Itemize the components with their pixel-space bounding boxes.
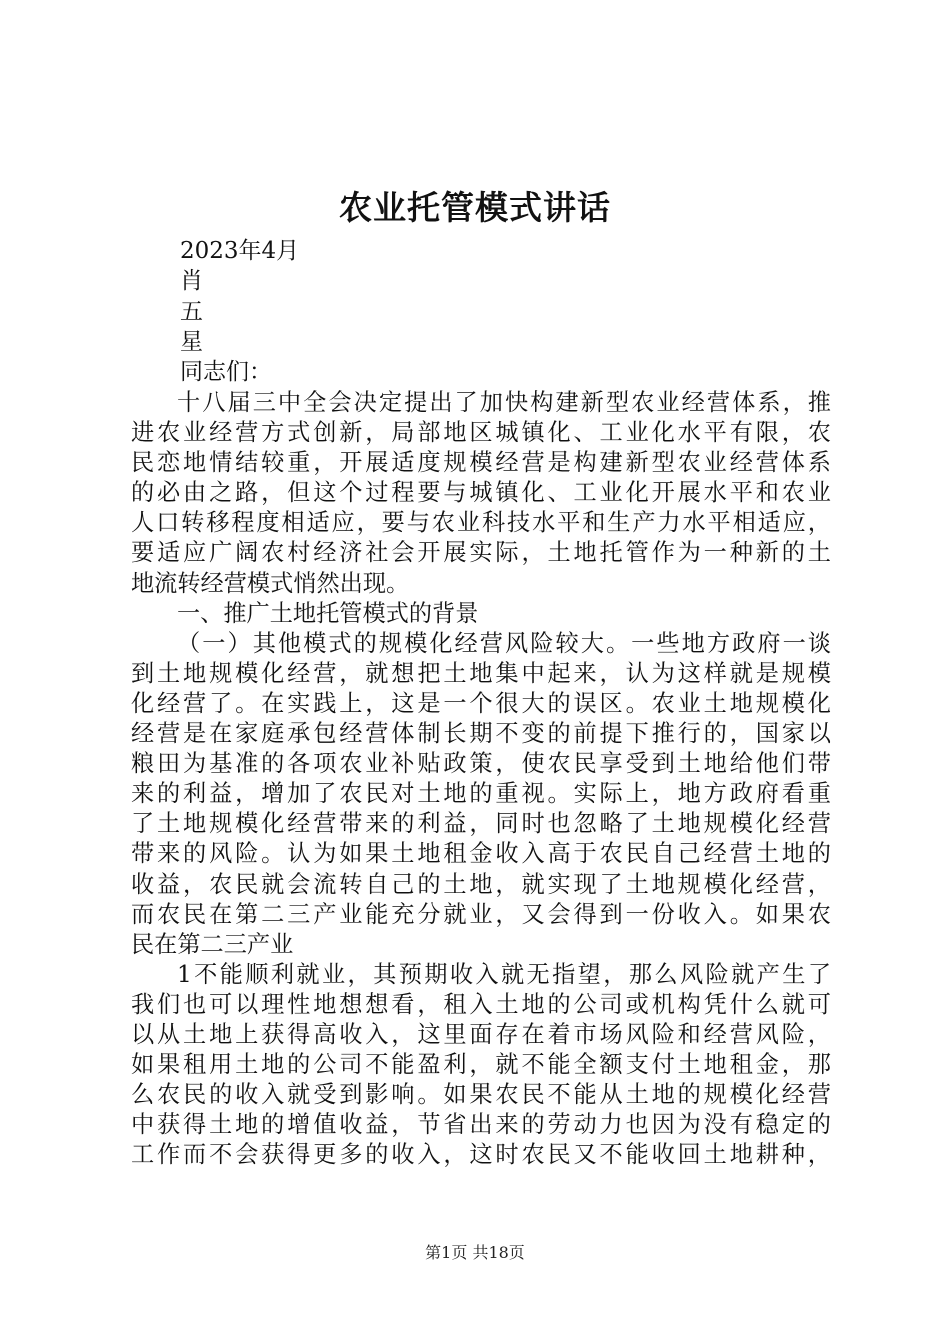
body-line: 我们也可以理性地想想看，租入土地的公司或机构凭什么就可: [131, 990, 831, 1018]
body-line: （一）其他模式的规模化经营风险较大。一些地方政府一谈: [177, 629, 831, 657]
meta-author-char-1: 肖: [180, 268, 203, 295]
meta-salutation: 同志们：: [180, 359, 272, 386]
body-line: 来的利益，增加了农民对土地的重视。实际上，地方政府看重: [131, 780, 831, 808]
body-line: 粮田为基准的各项农业补贴政策，使农民享受到土地给他们带: [131, 750, 831, 778]
body-line: 1不能顺利就业，其预期收入就无指望，那么风险就产生了: [177, 960, 831, 988]
body-line: 工作而不会获得更多的收入，这时农民又不能收回土地耕种，: [131, 1141, 831, 1169]
body-line: 十八届三中全会决定提出了加快构建新型农业经营体系，推: [177, 389, 831, 416]
body-line: 化经营了。在实践上，这是一个很大的误区。农业土地规模化: [131, 689, 831, 717]
body-line: 以从土地上获得高收入，这里面存在着市场风险和经营风险，: [131, 1020, 831, 1048]
body-line: 了土地规模化经营带来的利益，同时也忽略了土地规模化经营: [131, 810, 831, 838]
body-line: 人口转移程度相适应，要与农业科技水平和生产力水平相适应，: [131, 509, 831, 537]
document-title: 农业托管模式讲话: [339, 188, 611, 227]
page-footer: 第1页 共18页: [425, 1243, 525, 1262]
body-line: 民在第二三产业: [131, 930, 294, 958]
body-line: 而农民在第二三产业能充分就业，又会得到一份收入。如果农: [131, 900, 831, 928]
body-line: 的必由之路，但这个过程要与城镇化、工业化开展水平和农业: [131, 479, 831, 507]
body-line: 如果租用土地的公司不能盈利，就不能全额支付土地租金，那: [131, 1051, 831, 1079]
meta-date: 2023年4月: [180, 238, 300, 264]
body-line: 么农民的收入就受到影响。如果农民不能从土地的规模化经营: [131, 1081, 831, 1109]
body-line: 一、推广土地托管模式的背景: [177, 599, 479, 627]
body-line: 进农业经营方式创新，局部地区城镇化、工业化水平有限，农: [131, 419, 831, 447]
body-line: 中获得土地的增值收益，节省出来的劳动力也因为没有稳定的: [131, 1111, 831, 1139]
body-line: 地流转经营模式悄然出现。: [131, 569, 410, 597]
body-line: 收益，农民就会流转自己的土地，就实现了土地规模化经营，: [131, 870, 831, 898]
meta-author-char-3: 星: [180, 328, 203, 355]
body-line: 要适应广阔农村经济社会开展实际，土地托管作为一种新的土: [131, 539, 831, 567]
document-body: [131, 388, 831, 1170]
meta-author-char-2: 五: [180, 298, 203, 325]
document-meta: [180, 236, 780, 387]
body-line: 带来的风险。认为如果土地租金收入高于农民自己经营土地的: [131, 840, 831, 868]
body-line: 民恋地情结较重，开展适度规模经营是构建新型农业经营体系: [131, 449, 831, 477]
body-line: 经营是在家庭承包经营体制长期不变的前提下推行的，国家以: [131, 720, 831, 748]
body-line: 到土地规模化经营，就想把土地集中起来，认为这样就是规模: [131, 659, 831, 687]
